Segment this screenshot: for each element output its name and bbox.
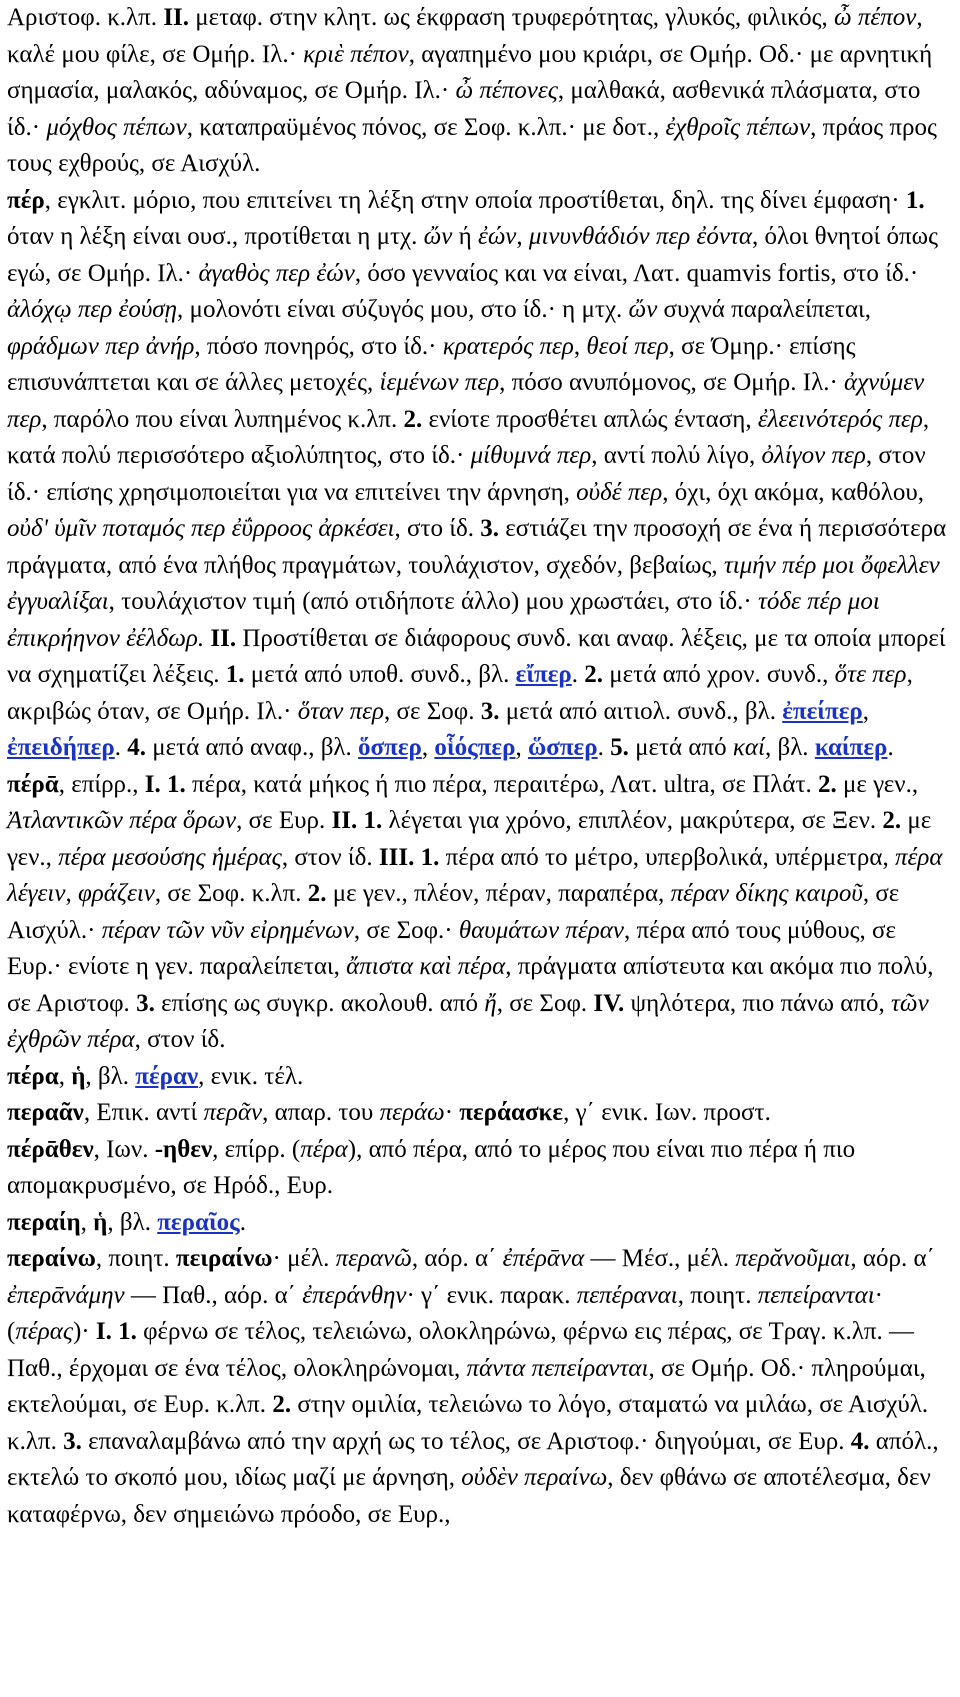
example-quote: ἀλόχῳ περ ἐούσῃ <box>7 296 178 323</box>
definition-text: , πόσο πονηρός, στο ίδ.· <box>194 332 443 360</box>
bold-marker: 2. <box>584 661 604 688</box>
definition-text: με γεν., <box>7 807 932 871</box>
dictionary-entry <box>7 183 953 767</box>
definition-text: συχνά παραλείπεται, <box>657 296 872 323</box>
bold-marker: 3. <box>480 697 500 725</box>
definition-text: , πράος προς τους εχθρούς, σε Αισχύλ. <box>7 113 937 177</box>
example-quote: πεπέραναι <box>576 1281 678 1309</box>
definition-text: , <box>862 697 870 725</box>
definition-text: , βλ. <box>764 734 815 761</box>
bold-marker: I. 1. <box>144 770 186 798</box>
definition-text: φέρνω σε τέλος, τελειώνω, ολοκληρώνω, φέρνω εις πέρας, σε Τραγ. κ.λπ. — Παθ., έρχομαι σε ένα τέλος, ολοκληρώνομαι, <box>7 1318 914 1382</box>
definition-text: Αριστοφ. κ.λπ. <box>7 4 164 31</box>
dictionary-entry <box>7 1095 953 1132</box>
cross-reference-link[interactable]: εἴπερ <box>515 661 572 688</box>
example-quote: πέραν τῶν νῦν εἰρημένων <box>101 916 354 944</box>
definition-text: , σε Όμηρ.· επίσης επισυνάπτεται και σε άλλες μετοχές, <box>7 332 856 396</box>
definition-text: , σε Σοφ.· <box>353 916 459 944</box>
cross-reference-link[interactable]: οἷόςπερ <box>434 734 516 761</box>
definition-text: , σε Σοφ. κ.λπ. <box>154 880 308 907</box>
example-quote: πέραν δίκης καιροῦ <box>670 880 863 907</box>
definition-text: , στο ίδ. <box>394 515 481 542</box>
definition-text: ενίοτε προσθέτει απλώς ένταση, <box>422 405 758 433</box>
definition-text: , κατά πολύ περισσότερο αξιολύπητος, στο ίδ.· <box>7 405 930 469</box>
definition-text: , Επικ. αντί <box>83 1099 204 1126</box>
bold-marker: 3. <box>63 1427 82 1455</box>
definition-text: , σε Σοφ. <box>496 989 594 1017</box>
bold-marker: -ηθεν <box>154 1135 213 1163</box>
definition-text: , τουλάχιστον τιμή (από οτιδήποτε άλλο) μου χρωστάει, στο ίδ.· <box>108 588 758 615</box>
bold-marker: 2. <box>403 405 423 433</box>
example-quote: θαυμάτων πέραν <box>458 916 624 944</box>
definition-text: όταν η λέξη είναι ουσ., προτίθεται η μτχ. <box>7 223 424 250</box>
definition-text: μεταφ. στην κλητ. ως έκφραση τρυφερότητας, γλυκός, φιλικός, <box>189 4 834 31</box>
example-quote: μίθυμνά περ <box>470 442 592 469</box>
example-quote: ἐπεράνθην <box>302 1281 407 1309</box>
example-quote: πέρα λέγειν <box>7 843 943 907</box>
definition-text: μετά από αναφ., βλ. <box>146 734 359 761</box>
bold-marker: II. <box>163 4 190 31</box>
cross-reference-link[interactable]: πέραν <box>135 1062 199 1090</box>
definition-text: , σε Αισχύλ.· <box>7 880 900 944</box>
example-quote: περᾶν <box>203 1099 263 1126</box>
definition-text: , ποιητ. <box>677 1281 758 1309</box>
definition-text: , επίρρ., <box>58 770 145 798</box>
definition-text: , δεν φθάνω σε αποτέλεσμα, δεν καταφέρνω, δεν σημειώνω πρόοδο, σε Ευρ., <box>7 1464 931 1528</box>
definition-text: , <box>65 880 78 907</box>
example-quote: ἐλεεινότερός περ <box>757 405 923 433</box>
bold-marker: περάασκε <box>459 1099 564 1126</box>
example-quote: ὅτε περ <box>834 661 907 688</box>
definition-text: . <box>239 1208 246 1236</box>
definition-text: με γεν., <box>836 770 919 798</box>
example-quote: πεπείρανται <box>757 1281 875 1309</box>
definition-text: , γ΄ ενικ. Ιων. προστ. <box>563 1099 771 1126</box>
definition-text: πέρα, κατά μήκος ή πιο πέρα, περαιτέρω, Λατ. ultra, σε Πλάτ. <box>185 770 819 798</box>
dictionary-entry <box>7 1059 953 1096</box>
bold-marker: 3. <box>136 989 155 1017</box>
cross-reference-link[interactable]: ἐπείπερ <box>782 697 863 725</box>
example-quote: οὐδὲν περαίνω <box>461 1464 608 1491</box>
headword: πέρα <box>7 1062 59 1090</box>
definition-text: , καταπραϋμένος πόνος, σε Σοφ. κ.λπ.· με δοτ., <box>186 113 666 141</box>
definition-text: , βλ. <box>85 1062 136 1090</box>
cross-reference-link[interactable]: ὅσπερ <box>358 734 422 761</box>
example-quote: τιμήν πέρ μοι ὄφελλεν ἐγγυαλίξαι <box>7 551 940 615</box>
definition-text: , <box>80 1208 94 1236</box>
example-quote: περάω <box>379 1099 445 1126</box>
definition-text: , στον ίδ.· επίσης χρησιμοποιείται για να επιτείνει την άρνηση, <box>7 442 926 506</box>
definition-text: , αντί πολύ λίγο, <box>591 442 762 469</box>
headword: πέρᾱθεν <box>7 1135 94 1163</box>
example-quote: ἐών <box>477 223 517 250</box>
definition-text: , όσο γενναίος και να είναι, Λατ. quamvis fortis, στο ίδ.· <box>354 259 919 287</box>
definition-text: , βλ. <box>107 1208 158 1236</box>
bold-marker: III. 1. <box>378 843 440 871</box>
definition-text: , <box>515 734 528 761</box>
definition-text: · γ΄ ενικ. παρακ. <box>406 1281 577 1309</box>
definition-text: μετά από αιτιολ. συνδ., βλ. <box>499 697 783 725</box>
bold-marker: II. 1. <box>331 807 383 834</box>
bold-marker: ἡ <box>93 1208 108 1236</box>
definition-text: , αόρ. α΄ <box>850 1245 935 1272</box>
example-quote: Ἀτλαντικῶν πέρα ὅρων <box>7 807 237 834</box>
definition-text: · ( <box>7 1281 883 1345</box>
headword: πέρᾱ <box>7 770 59 798</box>
bold-marker: 1. <box>225 661 245 688</box>
definition-text: Προστίθεται σε διάφορους συνδ. και αναφ. λέξεις, με τα οποία μπορεί να σχηματίζει λέξεις. <box>7 624 946 688</box>
example-quote: πέρα <box>300 1135 348 1163</box>
bold-marker: 2. <box>272 1391 292 1418</box>
bold-marker: IV. <box>593 989 625 1017</box>
cross-reference-link[interactable]: ὥσπερ <box>527 734 598 761</box>
example-quote: καί <box>732 734 765 761</box>
cross-reference-link[interactable]: περαῖος <box>157 1208 240 1236</box>
definition-text: με γεν., πλέον, πέραν, παραπέρα, <box>326 880 671 907</box>
definition-text: · μέλ. <box>272 1245 336 1272</box>
definition-text: , ακριβώς όταν, σε Ομήρ. Ιλ.· <box>7 661 913 725</box>
example-quote: ὅταν περ <box>297 697 384 725</box>
example-quote: ἐπέρᾱνα <box>502 1245 585 1272</box>
bold-marker: πειραίνω <box>175 1245 273 1272</box>
bold-marker: I. 1. <box>95 1318 137 1345</box>
definition-text: )· <box>72 1318 96 1345</box>
example-quote: ὦ πέπον <box>833 4 917 31</box>
bold-marker: 1. <box>905 186 925 214</box>
example-quote: ἱεμένων περ <box>379 369 500 396</box>
example-quote: ἐπερᾱνάμην <box>7 1281 125 1309</box>
dictionary-entry <box>7 767 953 1059</box>
definition-text: , αγαπημένο μου κριάρι, σε Ομήρ. Οδ.· με αρνητική σημασία, μαλακός, αδύναμος, σε Ομήρ. Ιλ.· <box>7 40 933 104</box>
definition-text: , παρόλο που είναι λυπημένος κ.λπ. <box>41 405 404 433</box>
definition-text: , απαρ. του <box>262 1099 380 1126</box>
cross-reference-link[interactable]: ἐπειδήπερ <box>7 734 115 761</box>
definition-text: , <box>516 223 529 250</box>
headword: περαίη <box>7 1208 81 1236</box>
definition-text: , επίρρ. ( <box>212 1135 301 1163</box>
example-quote: ὤν <box>423 223 453 250</box>
definition-text: , όχι, όχι ακόμα, καθόλου, <box>662 478 924 506</box>
definition-text: μετά από <box>628 734 733 761</box>
definition-text: ή <box>452 223 478 250</box>
definition-text: μετά από χρον. συνδ., <box>603 661 835 688</box>
definition-text: · <box>444 1099 460 1126</box>
definition-text: , σε Σοφ. <box>383 697 481 725</box>
example-quote: περανῶ <box>335 1245 412 1272</box>
bold-marker: 3. <box>480 515 500 542</box>
example-quote: ἀγαθὸς περ ἐών <box>198 259 355 287</box>
example-quote: ὦ πέπονες <box>455 77 558 104</box>
definition-text: απόλ., εκτελώ το σκοπό μου, ιδίως μαζί με άρνηση, <box>7 1427 939 1491</box>
example-quote: ἤ <box>484 989 497 1017</box>
definition-text: — Παθ., αόρ. α΄ <box>124 1281 303 1309</box>
definition-text: , στον ίδ. <box>134 1026 226 1053</box>
bold-marker: 4. <box>127 734 146 761</box>
definition-text: , <box>573 332 587 360</box>
definition-text: , μολονότι είναι σύζυγός μου, στο ίδ.· η μτχ. <box>177 296 629 323</box>
headword: περαᾶν <box>7 1099 84 1126</box>
example-quote: ἄπιστα καὶ πέρα <box>346 953 506 980</box>
definition-text: , αόρ. α΄ <box>411 1245 503 1272</box>
definition-text: , πράγματα απίστευτα και ακόμα πιο πολύ, σε Αριστοφ. <box>7 953 934 1017</box>
example-quote: ὀλίγον περ <box>761 442 866 469</box>
example-quote: ὤν <box>628 296 658 323</box>
definition-text: λέγεται για χρόνο, επιπλέον, μακρύτερα, σε Ξεν. <box>382 807 883 834</box>
example-quote: ἀχνύμεν περ <box>7 369 925 433</box>
cross-reference-link[interactable]: καίπερ <box>814 734 888 761</box>
definition-text: , μαλθακά, ασθενικά πλάσματα, στο ίδ.· <box>7 77 921 141</box>
example-quote: πάντα πεπείρανται <box>466 1354 649 1382</box>
definition-text: στην ομιλία, τελειώνω το λόγο, σταματώ να μιλάω, σε Αισχύλ. κ.λπ. <box>7 1391 929 1455</box>
example-quote: οὐδέ περ <box>576 478 663 506</box>
example-quote: περᾰνοῦμαι <box>735 1245 851 1272</box>
definition-text: μετά από υποθ. συνδ., βλ. <box>244 661 516 688</box>
definition-text: , ποιητ. <box>95 1245 176 1272</box>
dictionary-entry <box>7 0 953 183</box>
example-quote: φράζειν <box>77 880 155 907</box>
definition-text: — Μέσ., μέλ. <box>584 1245 736 1272</box>
definition-text: , στον ίδ. <box>281 843 379 871</box>
definition-text: , <box>421 734 435 761</box>
definition-text: , σε Ευρ. <box>236 807 332 834</box>
headword: πέρ <box>7 186 45 214</box>
example-quote: μινυνθάδιόν περ ἐόντα <box>528 223 753 250</box>
example-quote: τῶν ἐχθρῶν πέρα <box>7 989 929 1053</box>
example-quote: κρατερός περ <box>442 332 574 360</box>
definition-text: , καλέ μου φίλε, σε Ομήρ. Ιλ.· <box>7 4 923 68</box>
definition-text: επίσης ως συγκρ. ακολουθ. από <box>154 989 485 1017</box>
definition-text: , σε Ομήρ. Οδ.· πληρούμαι, εκτελούμαι, σε Ευρ. κ.λπ. <box>7 1354 926 1418</box>
definition-text: ), από πέρα, από το μέρος που είναι πιο πέρα ή πιο απομακρυσμένο, σε Ηρόδ., Ευρ. <box>7 1135 856 1199</box>
example-quote: ἐχθροῖς πέπων <box>665 113 811 141</box>
definition-text: , πέρα από τους μύθους, σε Ευρ.· ενίοτε η γεν. παραλείπεται, <box>7 916 896 980</box>
dictionary-entry <box>7 1241 953 1533</box>
bold-marker: ἡ <box>71 1062 86 1090</box>
example-quote: τόδε πέρ μοι ἐπικρήηνον ἐέλδωρ. <box>7 588 880 652</box>
example-quote: πέρα μεσούσης ἡμέρας <box>58 843 282 871</box>
definition-text: ψηλότερα, πιο πάνω από, <box>624 989 891 1017</box>
definition-text: , ενικ. τέλ. <box>198 1062 304 1090</box>
bold-marker: 2. <box>818 770 837 798</box>
bold-marker: 4. <box>850 1427 870 1455</box>
example-quote: οὐδ' ὑμῖν ποταμός περ ἐΰρροος ἀρκέσει <box>7 515 395 542</box>
bold-marker: 2. <box>307 880 327 907</box>
dictionary-entry <box>7 1205 953 1242</box>
definition-text: , εγκλιτ. μόριο, που επιτείνει τη λέξη στην οποία προστίθεται, δηλ. της δίνει έμφαση· <box>44 186 906 214</box>
definition-text: , όλοι θνητοί όπως εγώ, σε Ομήρ. Ιλ.· <box>7 223 938 287</box>
definition-text: , Ιων. <box>93 1135 155 1163</box>
definition-text: πέρα από το μέτρο, υπερβολικά, υπέρμετρα, <box>439 843 895 871</box>
example-quote: πέρας <box>15 1318 73 1345</box>
example-quote: φράδμων περ ἀνήρ <box>7 332 195 360</box>
definition-text: . <box>597 734 611 761</box>
example-quote: μόχθος πέπων <box>46 113 187 141</box>
definition-text: , πόσο ανυπόμονος, σε Ομήρ. Ιλ.· <box>499 369 845 396</box>
headword: περαίνω <box>7 1245 96 1272</box>
bold-marker: 5. <box>610 734 629 761</box>
definition-text: επαναλαμβάνω από την αρχή ως το τέλος, σε Αριστοφ.· διηγούμαι, σε Ευρ. <box>81 1427 851 1455</box>
definition-text: , <box>58 1062 72 1090</box>
bold-marker: II. <box>210 624 237 652</box>
definition-text: . <box>887 734 894 761</box>
bold-marker: 2. <box>882 807 902 834</box>
definition-text: εστιάζει την προσοχή σε ένα ή περισσότερα πράγματα, από ένα πλήθος πραγμάτων, τουλάχιστον, σχεδόν, βεβαίως, <box>7 515 947 579</box>
example-quote: θεοί περ <box>586 332 669 360</box>
definition-text: . <box>571 661 585 688</box>
example-quote: κριὲ πέπον <box>303 40 409 68</box>
dictionary-entry <box>7 1132 953 1205</box>
definition-text: . <box>114 734 128 761</box>
